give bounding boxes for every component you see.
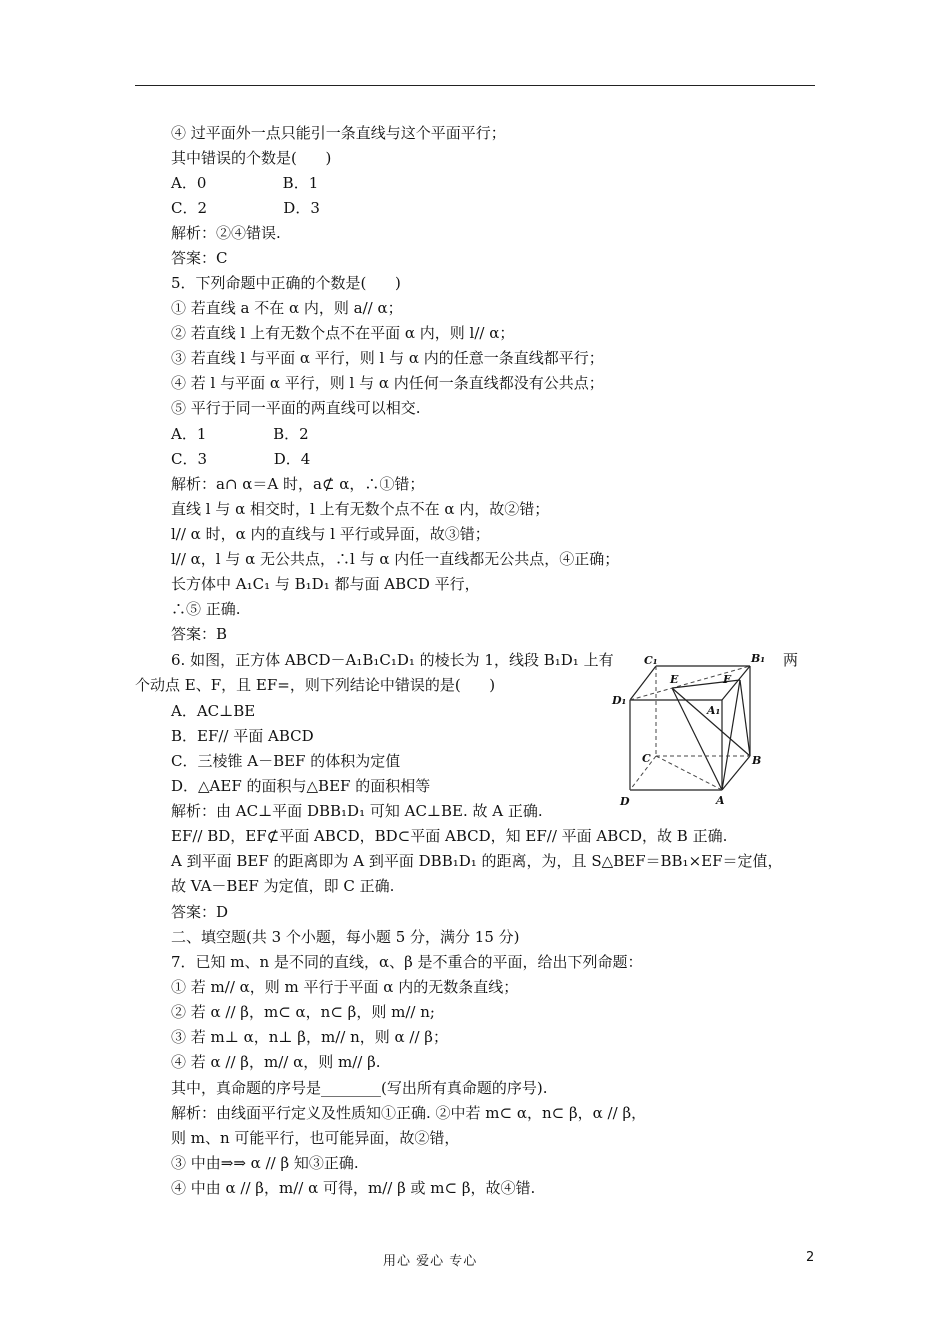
- vertex-label-c1: C₁: [644, 654, 658, 667]
- text-line: 答案：B: [171, 625, 228, 643]
- solution-line: EF// BD，EF⊄平面 ABCD，BD⊂平面 ABCD，知 EF// 平面 ABCD，故 B 正确.: [171, 827, 728, 845]
- solution-line: ③ 中由⇒⇒ α // β 知③正确.: [171, 1154, 359, 1172]
- question-6-stem-cont: 个动点 E、F，且 EF=，则下列结论中错误的是( ): [135, 676, 496, 694]
- text-line: 直线 l 与 α 相交时，l 上有无数个点不在 α 内，故②错；: [171, 500, 550, 518]
- question-7-stem: 7．已知 m、n 是不同的直线，α、β 是不重合的平面，给出下列命题：: [171, 953, 643, 971]
- text-line: 解析：②④错误.: [171, 224, 281, 242]
- text-line: ② 若直线 l 上有无数个点不在平面 α 内，则 l// α；: [171, 324, 515, 342]
- text-line: ① 若 m// α，则 m 平行于平面 α 内的无数条直线；: [171, 978, 519, 996]
- text-line: ∴⑤ 正确.: [171, 600, 241, 618]
- text-line: l// α，l 与 α 无公共点，∴l 与 α 内任一直线都无公共点，④正确；: [171, 550, 620, 568]
- page-number: 2: [806, 1250, 815, 1265]
- text-line: ③ 若直线 l 与平面 α 平行，则 l 与 α 内的任意一条直线都平行；: [171, 349, 604, 367]
- text-line: 其中，真命题的序号是________(写出所有真命题的序号).: [171, 1079, 548, 1097]
- text-line: A．1 B．2: [171, 425, 309, 443]
- text-line: C．2 D．3: [171, 199, 320, 217]
- footer-slogan: 用心 爱心 专心: [383, 1254, 478, 1269]
- point-label-f: F: [723, 673, 731, 686]
- section-heading: 二、填空题(共 3 个小题，每小题 5 分，满分 15 分): [171, 928, 520, 946]
- text-line: 长方体中 A₁C₁ 与 B₁D₁ 都与面 ABCD 平行，: [171, 575, 480, 593]
- text-line: ① 若直线 a 不在 α 内，则 a// α；: [171, 299, 403, 317]
- text-line: l// α 时，α 内的直线与 l 平行或异面，故③错；: [171, 525, 490, 543]
- vertex-label-d1: D₁: [612, 694, 627, 707]
- vertex-label-a: A: [716, 794, 725, 807]
- option-a: A．AC⊥BE: [171, 702, 256, 720]
- text-line: ② 若 α // β，m⊂ α，n⊂ β，则 m// n;: [171, 1003, 435, 1021]
- option-d: D．△AEF 的面积与△BEF 的面积相等: [171, 777, 431, 795]
- question-6-stem: 6. 如图，正方体 ABCD－A₁B₁C₁D₁ 的棱长为 1，线段 B₁D₁ 上有: [171, 651, 614, 669]
- vertex-label-c: C: [642, 752, 651, 765]
- solution-line: ④ 中由 α // β，m// α 可得，m// β 或 m⊂ β，故④错.: [171, 1179, 536, 1197]
- solution-line: 则 m、n 可能平行，也可能异面，故②错，: [171, 1129, 460, 1147]
- text-line: ④ 若 l 与平面 α 平行，则 l 与 α 内任何一条直线都没有公共点；: [171, 374, 604, 392]
- text-line: 其中错误的个数是( ): [171, 149, 332, 167]
- solution-line: A 到平面 BEF 的距离即为 A 到平面 DBB₁D₁ 的距离，为，且 S△BEF＝BB₁×EF＝定值，: [171, 852, 783, 870]
- question-5-stem: 5．下列命题中正确的个数是( ): [171, 274, 401, 292]
- text-line: 解析：a∩ α＝A 时，a⊄ α，∴①错；: [171, 475, 425, 493]
- option-b: B．EF// 平面 ABCD: [171, 727, 314, 745]
- text-line: ④ 过平面外一点只能引一条直线与这个平面平行；: [171, 124, 506, 142]
- answer-line: 答案：D: [171, 903, 229, 921]
- solution-line: 故 VA－BEF 为定值，即 C 正确.: [171, 877, 395, 895]
- text-line: ④ 若 α // β，m// α，则 m// β.: [171, 1053, 381, 1071]
- option-c: C．三棱锥 A－BEF 的体积为定值: [171, 752, 401, 770]
- point-label-e: E: [670, 673, 679, 686]
- text-line: C．3 D．4: [171, 450, 311, 468]
- text-line: ⑤ 平行于同一平面的两直线可以相交.: [171, 399, 421, 417]
- vertex-label-a1: A₁: [707, 704, 721, 717]
- text-line: 答案：C: [171, 249, 228, 267]
- vertex-label-b: B: [752, 754, 762, 767]
- question-6-stem-end: 两: [783, 651, 799, 669]
- solution-line: 解析：由 AC⊥平面 DBB₁D₁ 可知 AC⊥BE. 故 A 正确.: [171, 802, 543, 820]
- cube-figure: [610, 650, 786, 810]
- header-rule: [135, 85, 815, 86]
- vertex-label-d: D: [620, 795, 630, 808]
- text-line: ③ 若 m⊥ α，n⊥ β，m// n，则 α // β；: [171, 1028, 448, 1046]
- solution-line: 解析：由线面平行定义及性质知①正确. ②中若 m⊂ α，n⊂ β，α // β，: [171, 1104, 647, 1122]
- text-line: A．0 B．1: [171, 174, 319, 192]
- vertex-label-b1: B₁: [751, 652, 766, 665]
